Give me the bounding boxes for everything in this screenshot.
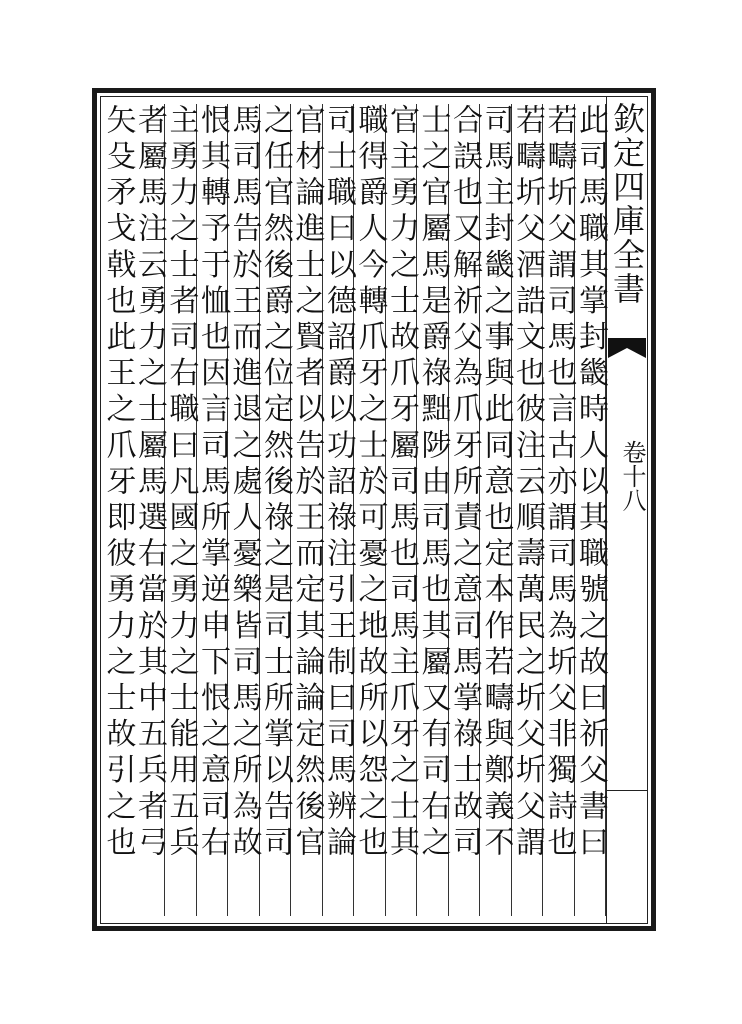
column-text: 士之官屬馬是爵祿黜陟由司馬也其屬又有司右之 [415,104,451,863]
column-text: 合誤也又解祈父為爪牙所責之意司馬掌祿士故司 [447,104,482,863]
text-column [291,104,323,916]
text-column [197,104,229,916]
text-column [386,104,418,916]
column-text: 此司馬職其掌封畿時人以其職號之故曰祈父書曰 [573,104,608,863]
column-text: 恨其轉予于恤也因言司馬所掌逆申下恨之意司右 [195,104,230,863]
column-text: 者屬馬注云勇力之士屬馬選右當於其中五兵者弓 [132,104,167,863]
fishtail-mark-icon [606,336,648,360]
column-text: 司馬主封畿之事與此同意也定本作若疇與鄭義不 [478,104,514,863]
column-text: 若疇圻父謂司馬也言古亦謂司馬為圻父非獨詩也 [541,104,577,863]
text-column [575,104,607,916]
text-column [449,104,481,916]
margin-divider [606,790,648,791]
text-column [228,104,260,916]
column-text: 官材論進士之賢者以告於王而定其論論定然後官 [289,104,325,863]
text-column [543,104,575,916]
text-column [134,104,166,916]
column-text: 官主勇力之士故爪牙屬司馬也司馬主爪牙之士其 [384,104,419,863]
column-text: 矢殳矛戈戟也此王之爪牙即彼勇力之士故引之也 [100,104,136,863]
text-column [323,104,355,916]
volume-number: 卷十八 [618,440,646,512]
book-title: 欽定四庫全書 [608,102,646,306]
text-column [417,104,449,916]
text-column [512,104,544,916]
text-column [354,104,386,916]
text-column [165,104,197,916]
column-text: 若疇圻父酒誥文也彼注云順壽萬民之圻父圻父謂 [510,104,545,863]
text-column [102,104,134,916]
column-text: 之任官然後爵之位定然後祿之是司士所掌以告司 [258,104,293,863]
column-text: 主勇力之士者司右職曰凡國之勇力之士能用五兵 [163,104,199,863]
column-text: 職得爵人今轉爪牙之士於可憂之地故所以怨之也 [352,104,388,863]
text-column [260,104,292,916]
text-column [480,104,512,916]
column-text: 馬司馬告於王而進退之處人憂樂皆司馬之所為故 [226,104,262,863]
column-text: 司士職曰以德詔爵以功詔祿注引王制曰司馬辨論 [321,104,356,863]
